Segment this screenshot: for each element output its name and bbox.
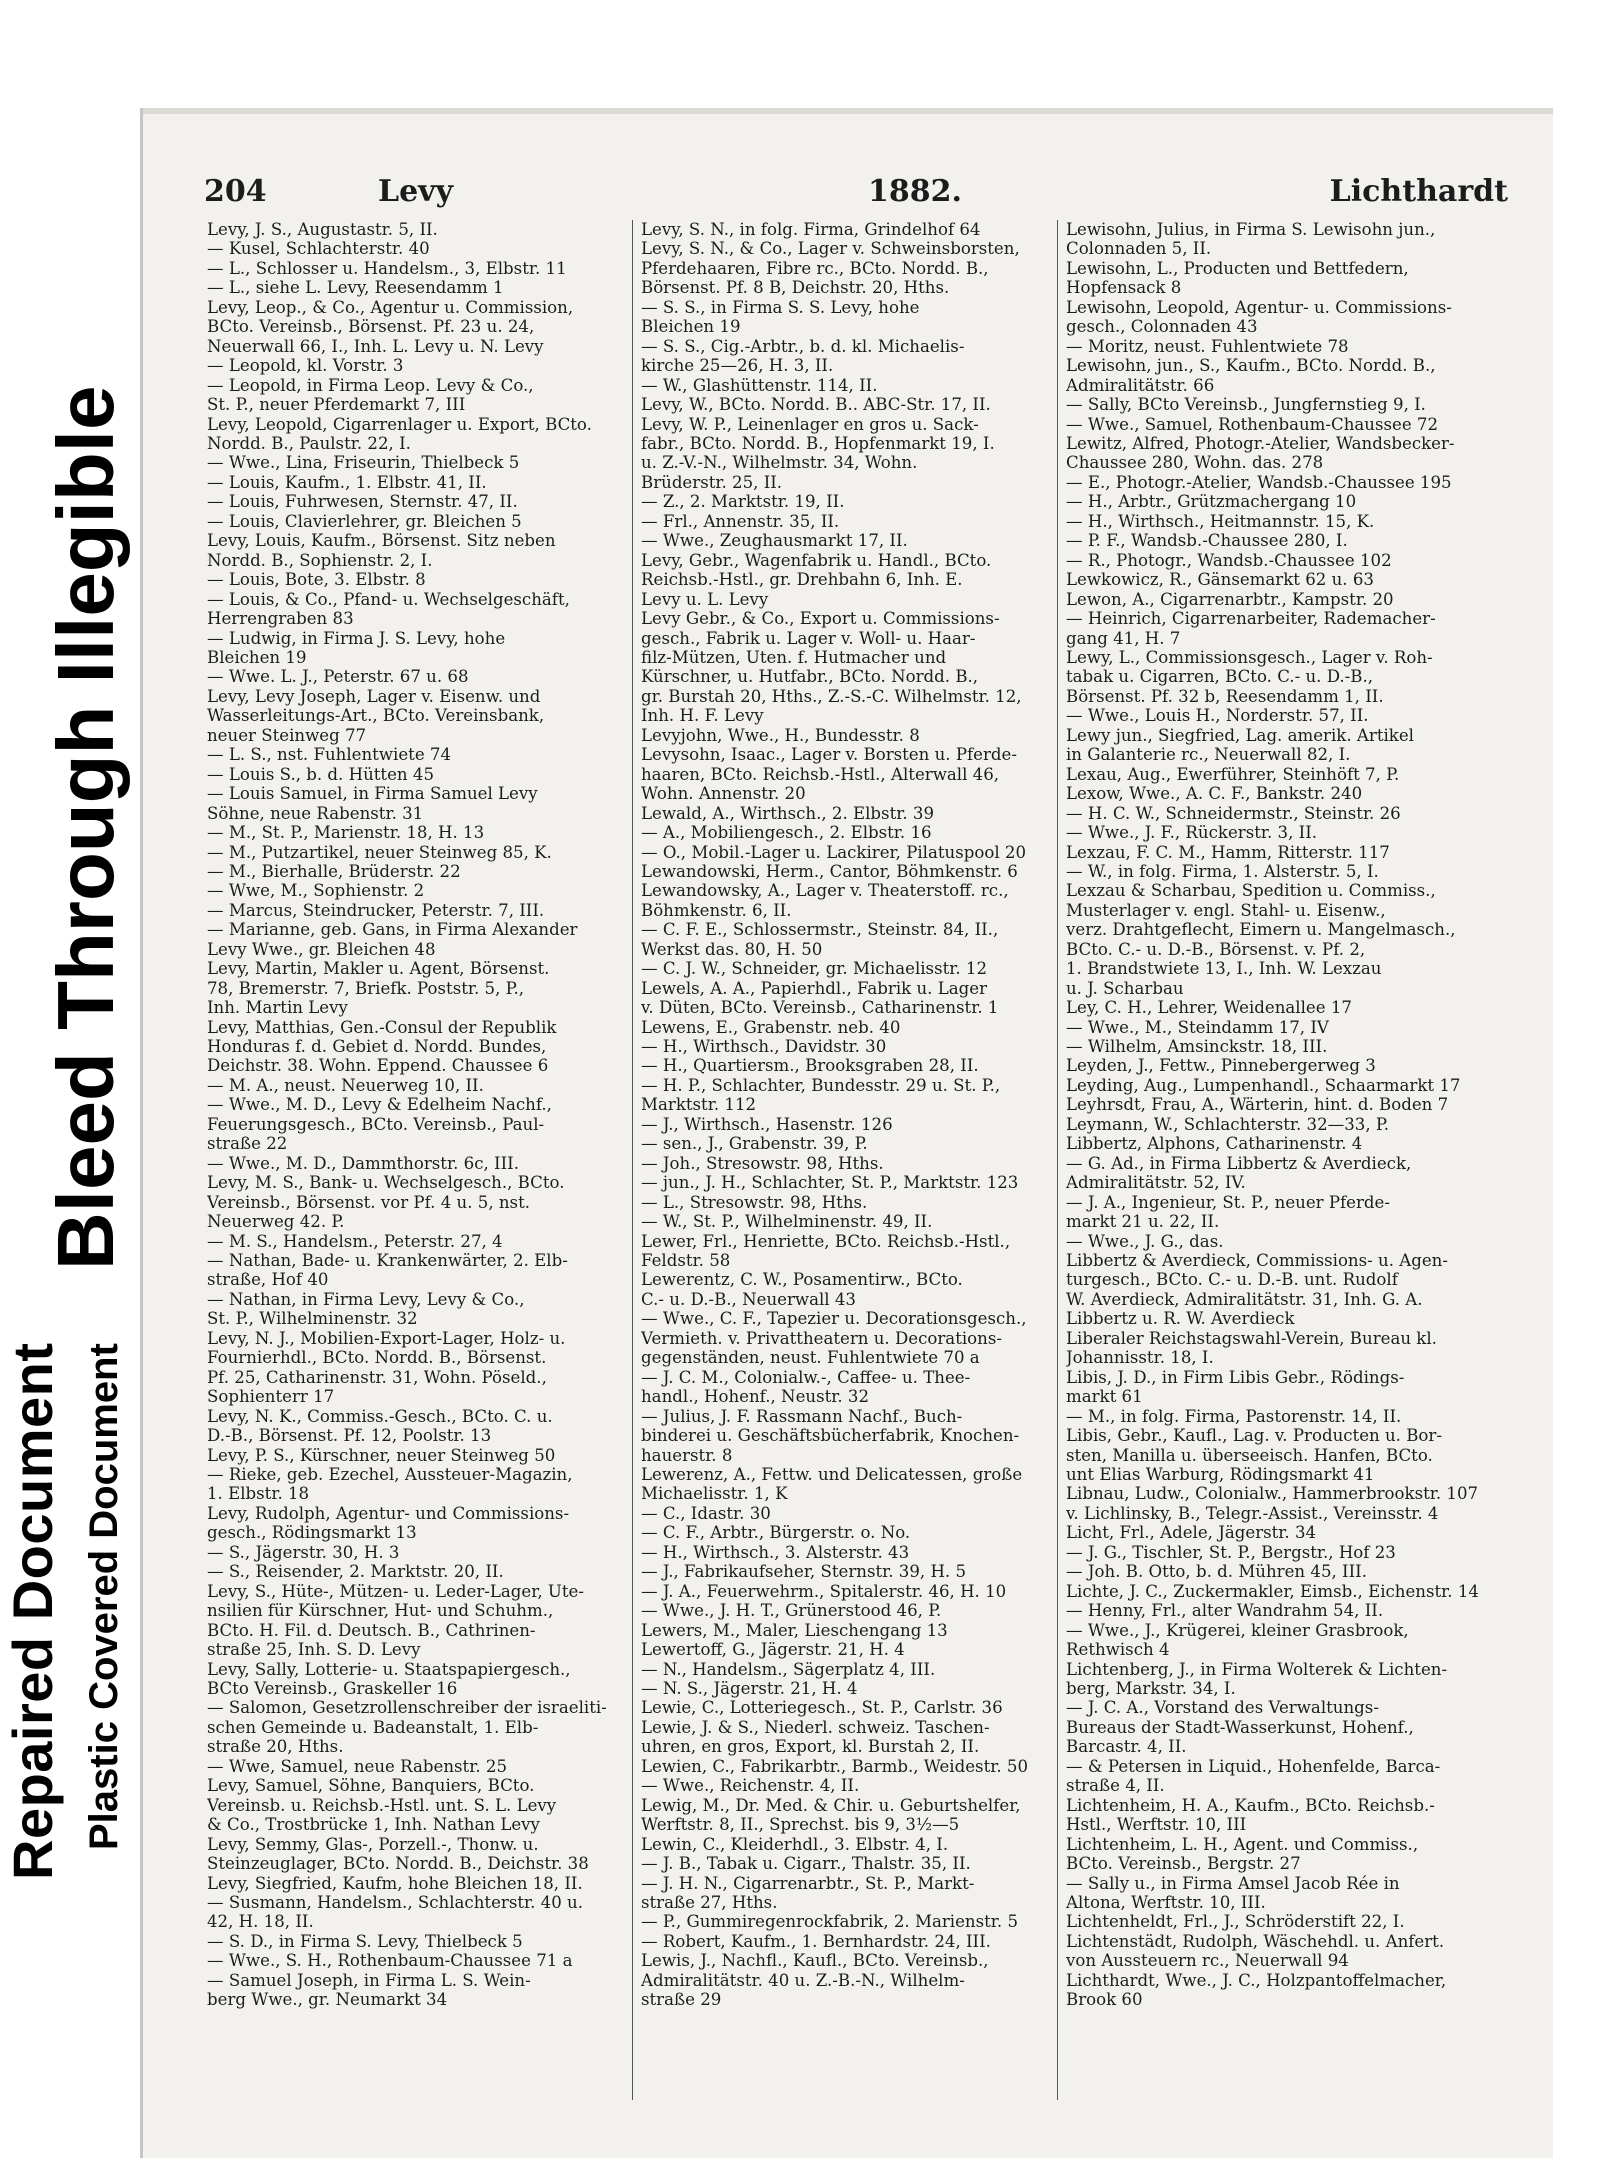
directory-entry-line: — S. S., Cig.-Arbtr., b. d. kl. Michaelis- (641, 336, 965, 356)
directory-entry-line: Liberaler Reichstagswahl-Verein, Bureau kl. (1066, 1328, 1437, 1348)
directory-entry-line: — Frl., Annenstr. 35, II. (641, 511, 840, 531)
directory-entry-line: Ley, C. H., Lehrer, Weidenallee 17 (1066, 998, 1352, 1018)
directory-entry-line: uhren, en gros, Export, kl. Burstah 2, II. (641, 1737, 980, 1757)
directory-entry-line: — Wwe., M. D., Levy & Edelheim Nachf., (207, 1095, 552, 1115)
directory-entry-line: — Wwe., Zeughausmarkt 17, II. (641, 531, 908, 551)
directory-entry-line: — Sally, BCto Vereinsb., Jungfernstieg 9, I. (1066, 395, 1426, 415)
directory-entry-line: — Wwe., Samuel, Rothenbaum-Chaussee 72 (1066, 414, 1439, 434)
directory-entry-line: — Marianne, geb. Gans, in Firma Alexander (207, 920, 578, 940)
directory-entry-line: markt 21 u. 22, II. (1066, 1212, 1220, 1232)
header-year: 1882. (868, 174, 962, 209)
directory-entry-line: markt 61 (1066, 1387, 1143, 1407)
directory-entry-line: — Marcus, Steindrucker, Peterstr. 7, III. (207, 900, 545, 920)
directory-entry-line: gr. Burstah 20, Hths., Z.-S.-C. Wilhelmstr. 12, (641, 686, 1022, 706)
directory-entry-line: Musterlager v. engl. Stahl- u. Eisenw., (1066, 900, 1386, 920)
directory-entry-line: — A., Mobiliengesch., 2. Elbstr. 16 (641, 823, 932, 843)
directory-entry-line: Inh. Martin Levy (207, 998, 348, 1018)
directory-entry-line: Lewis, J., Nachfl., Kaufl., BCto. Vereinsb., (641, 1951, 989, 1971)
directory-entry-line: filz-Mützen, Uten. f. Hutmacher und (641, 647, 947, 667)
directory-entry-line: Lewien, C., Fabrikarbtr., Barmb., Weidestr. 50 (641, 1756, 1029, 1776)
directory-entry-line: — C. J. W., Schneider, gr. Michaelisstr. 12 (641, 959, 988, 979)
directory-entry-line: Bureaus der Stadt-Wasserkunst, Hohenf., (1066, 1717, 1414, 1737)
directory-entry-line: Lewels, A. A., Papierhdl., Fabrik u. Lager (641, 978, 988, 998)
directory-entry-line: — M., St. P., Marienstr. 18, H. 13 (207, 823, 485, 843)
directory-entry-line: Werftstr. 8, II., Sprechst. bis 9, 3½—5 (641, 1815, 960, 1835)
directory-entry-line: — L., siehe L. Levy, Reesendamm 1 (207, 278, 504, 298)
directory-entry-line: Lewerentz, C. W., Posamentirw., BCto. (641, 1270, 963, 1290)
directory-entry-line: — L., Schlosser u. Handelsm., 3, Elbstr. 11 (207, 258, 567, 278)
directory-entry-line: — L., Stresowstr. 98, Hths. (641, 1192, 868, 1212)
directory-entry-line: — Wwe., J. H. T., Grünerstood 46, P. (641, 1601, 942, 1621)
directory-entry-line: — Joh., Stresowstr. 98, Hths. (641, 1153, 884, 1173)
directory-entry-line: Wohn. Annenstr. 20 (641, 784, 806, 804)
directory-entry-line: — W., St. P., Wilhelminenstr. 49, II. (641, 1212, 933, 1232)
directory-entry-line: — Louis Samuel, in Firma Samuel Levy (207, 784, 538, 804)
directory-entry-line: Pferdehaaren, Fibre rc., BCto. Nordd. B., (641, 258, 989, 278)
directory-entry-line: Leyding, Aug., Lumpenhandl., Schaarmarkt 17 (1066, 1075, 1461, 1095)
directory-entry-line: Brook 60 (1066, 1990, 1143, 2010)
directory-entry-line: Michaelisstr. 1, K (641, 1484, 788, 1504)
directory-entry-line: — J. C. M., Colonialw.-, Caffee- u. Thee- (641, 1367, 971, 1387)
directory-entry-line: Levy, N. K., Commiss.-Gesch., BCto. C. u. (207, 1406, 553, 1426)
directory-entry-line: BCto. H. Fil. d. Deutsch. B., Cathrinen- (207, 1620, 536, 1640)
directory-entry-line: — C., Idastr. 30 (641, 1503, 771, 1523)
directory-entry-line: handl., Hohenf., Neustr. 32 (641, 1387, 870, 1407)
directory-entry-line: Levy, W. P., Leinenlager en gros u. Sack- (641, 414, 979, 434)
directory-entry-line: Admiralitätstr. 66 (1066, 375, 1215, 395)
directory-entry-line: straße, Hof 40 (207, 1270, 329, 1290)
directory-entry-line: — Nathan, Bade- u. Krankenwärter, 2. Elb- (207, 1251, 568, 1271)
directory-entry-line: straße 27, Hths. (641, 1892, 778, 1912)
directory-entry-line: — Wwe., Lina, Friseurin, Thielbeck 5 (207, 453, 520, 473)
directory-entry-line: Admiralitätstr. 52, IV. (1066, 1173, 1246, 1193)
directory-entry-line: — H., Wirthsch., Heitmannstr. 15, K. (1066, 511, 1375, 531)
directory-entry-line: Lexzau & Scharbau, Spedition u. Commiss., (1066, 881, 1436, 901)
directory-entry-line: Nordd. B., Sophienstr. 2, I. (207, 550, 433, 570)
directory-entry-line: in Galanterie rc., Neuerwall 82, I. (1066, 745, 1351, 765)
directory-entry-line: Lexow, Wwe., A. C. F., Bankstr. 240 (1066, 784, 1363, 804)
directory-entry-line: Neuerwall 66, I., Inh. L. Levy u. N. Levy (207, 336, 544, 356)
directory-entry-line: 1. Elbstr. 18 (207, 1484, 310, 1504)
directory-entry-line: & Co., Trostbrücke 1, Inh. Nathan Levy (207, 1815, 540, 1835)
directory-entry-line: Lewkowicz, R., Gänsemarkt 62 u. 63 (1066, 570, 1374, 590)
directory-entry-line: — H., Wirthsch., 3. Alsterstr. 43 (641, 1542, 910, 1562)
directory-entry-line: — Wwe., J. G., das. (1066, 1231, 1224, 1251)
directory-entry-line: sten, Manilla u. überseeisch. Hanfen, BCto. (1066, 1445, 1433, 1465)
directory-entry-line: schen Gemeinde u. Badeanstalt, 1. Elb- (207, 1717, 539, 1737)
directory-entry-line: — P. F., Wandsb.-Chaussee 280, I. (1066, 531, 1348, 551)
directory-entry-line: — M. S., Handelsm., Peterstr. 27, 4 (207, 1231, 503, 1251)
directory-entry-line: Libis, J. D., in Firm Libis Gebr., Rödings- (1066, 1367, 1405, 1387)
directory-entry-line: Libis, Gebr., Kaufl., Lag. v. Producten u. Bor- (1066, 1426, 1442, 1446)
directory-entry-line: Wasserleitungs-Art., BCto. Vereinsbank, (207, 706, 545, 726)
directory-entry-line: — Wwe., C. F., Tapezier u. Decorationsgesch., (641, 1309, 1027, 1329)
directory-entry-line: — O., Mobil.-Lager u. Lackirer, Pilatuspool 20 (641, 842, 1027, 862)
directory-entry-line: Levy, S., Hüte-, Mützen- u. Leder-Lager, Ute- (207, 1581, 584, 1601)
directory-entry-line: Levy, Siegfried, Kaufm, hohe Bleichen 18, II. (207, 1873, 583, 1893)
directory-entry-line: Leyhrsdt, Frau, A., Wärterin, hint. d. Boden 7 (1066, 1095, 1449, 1115)
directory-entry-line: Levy u. L. Levy (641, 589, 769, 609)
directory-entry-line: — H. C. W., Schneidermstr., Steinstr. 26 (1066, 803, 1401, 823)
directory-entry-line: — Nathan, in Firma Levy, Levy & Co., (207, 1289, 525, 1309)
directory-entry-line: Lewy jun., Siegfried, Lag. amerik. Artikel (1066, 725, 1414, 745)
directory-entry-line: Honduras f. d. Gebiet d. Nordd. Bundes, (207, 1037, 547, 1057)
directory-entry-line: Lewens, E., Grabenstr. neb. 40 (641, 1017, 901, 1037)
plastic-covered-label: Plastic Covered Document (82, 1343, 126, 1850)
directory-entry-line: Libbertz & Averdieck, Commissions- u. Agen- (1066, 1251, 1448, 1271)
directory-entry-line: Lichtenberg, J., in Firma Wolterek & Lichten- (1066, 1659, 1448, 1679)
directory-entry-line: Lewers, M., Maler, Lieschengang 13 (641, 1620, 948, 1640)
directory-entry-line: — Ludwig, in Firma J. S. Levy, hohe (207, 628, 506, 648)
directory-entry-line: 1. Brandstwiete 13, I., Inh. W. Lexzau (1066, 959, 1382, 979)
directory-entry-line: Lewisohn, jun., S., Kaufm., BCto. Nordd. B., (1066, 356, 1436, 376)
directory-entry-line: — H. P., Schlachter, Bundesstr. 29 u. St. P., (641, 1075, 1001, 1095)
directory-entry-line: Levy, Samuel, Söhne, Banquiers, BCto. (207, 1776, 535, 1796)
directory-entry-line: Fournierhdl., BCto. Nordd. B., Börsenst. (207, 1348, 547, 1368)
directory-entry-line: — Louis, Kaufm., 1. Elbstr. 41, II. (207, 472, 487, 492)
directory-entry-line: Levy, S. N., & Co., Lager v. Schweinsborsten, (641, 239, 1020, 259)
directory-entry-line: Altona, Werftstr. 10, III. (1066, 1892, 1266, 1912)
directory-entry-line: Levy, W., BCto. Nordd. B.. ABC-Str. 17, II. (641, 395, 991, 415)
directory-entry-line: — Wwe., J., Krügerei, kleiner Grasbrook, (1066, 1620, 1409, 1640)
directory-entry-line: — Louis, & Co., Pfand- u. Wechselgeschäft, (207, 589, 570, 609)
directory-entry-line: — Louis, Clavierlehrer, gr. Bleichen 5 (207, 511, 522, 531)
directory-entry-line: neuer Steinweg 77 (207, 725, 367, 745)
directory-entry-line: St. P., Wilhelminenstr. 32 (207, 1309, 418, 1329)
directory-entry-line: — H., Arbtr., Grützmachergang 10 (1066, 492, 1357, 512)
directory-entry-line: u. Z.-V.-N., Wilhelmstr. 34, Wohn. (641, 453, 918, 473)
directory-entry-line: — Leopold, kl. Vorstr. 3 (207, 356, 404, 376)
directory-entry-line: straße 22 (207, 1134, 288, 1154)
directory-entry-line: — J. A., Ingenieur, St. P., neuer Pferde- (1066, 1192, 1390, 1212)
directory-entry-line: — jun., J. H., Schlachter, St. P., Marktstr. 123 (641, 1173, 1019, 1193)
directory-entry-line: Barcastr. 4, II. (1066, 1737, 1187, 1757)
directory-entry-line: Levy, J. S., Augustastr. 5, II. (207, 220, 438, 239)
directory-entry-line: Levy, P. S., Kürschner, neuer Steinweg 50 (207, 1445, 556, 1465)
directory-entry-line: — Wwe., Louis H., Norderstr. 57, II. (1066, 706, 1369, 726)
directory-entry-line: Levyjohn, Wwe., H., Bundesstr. 8 (641, 725, 920, 745)
directory-entry-line: Lewisohn, Leopold, Agentur- u. Commissions- (1066, 297, 1452, 317)
directory-entry-line: — Sally u., in Firma Amsel Jacob Rée in (1066, 1873, 1400, 1893)
directory-entry-line: — S. S., in Firma S. S. Levy, hohe (641, 297, 920, 317)
directory-entry-line: verz. Drahtgeflecht, Eimern u. Mangelmasch., (1066, 920, 1456, 940)
directory-entry-line: — Wwe., M. D., Dammthorstr. 6c, III. (207, 1153, 519, 1173)
directory-entry-line: Lewig, M., Dr. Med. & Chir. u. Geburtshelfer, (641, 1795, 1021, 1815)
directory-entry-line: turgesch., BCto. C.- u. D.-B. unt. Rudolf (1066, 1270, 1398, 1290)
directory-entry-line: BCto Vereinsb., Graskeller 16 (207, 1678, 458, 1698)
directory-entry-line: Levy Wwe., gr. Bleichen 48 (207, 939, 436, 959)
directory-entry-line: Feldstr. 58 (641, 1251, 731, 1271)
directory-entry-line: Lichtenheim, H. A., Kaufm., BCto. Reichsb.- (1066, 1795, 1435, 1815)
directory-entry-line: tabak u. Cigarren, BCto. C.- u. D.-B., (1066, 667, 1374, 687)
directory-entry-line: — N. S., Jägerstr. 21, H. 4 (641, 1678, 858, 1698)
directory-entry-line: straße 20, Hths. (207, 1737, 344, 1757)
directory-entry-line: 78, Bremerstr. 7, Briefk. Poststr. 5, P., (207, 978, 525, 998)
directory-entry-line: Lewy, L., Commissionsgesch., Lager v. Roh- (1066, 647, 1433, 667)
directory-entry-line: Börsenst. Pf. 32 b, Reesendamm 1, II. (1066, 686, 1384, 706)
directory-entry-line: Levy, Levy Joseph, Lager v. Eisenw. und (207, 686, 541, 706)
directory-entry-line: berg Wwe., gr. Neumarkt 34 (207, 1990, 448, 2010)
page-header (198, 174, 1508, 220)
directory-entry-line: Levysohn, Isaac., Lager v. Borsten u. Pferde- (641, 745, 1017, 765)
directory-entry-line: Lewald, A., Wirthsch., 2. Elbstr. 39 (641, 803, 935, 823)
directory-entry-line: Levy, Martin, Makler u. Agent, Börsenst. (207, 959, 550, 979)
directory-entry-line: — W., in folg. Firma, 1. Alsterstr. 5, I. (1066, 861, 1379, 881)
directory-entry-line: — Leopold, in Firma Leop. Levy & Co., (207, 375, 534, 395)
directory-entry-line: Levy, N. J., Mobilien-Export-Lager, Holz- u. (207, 1328, 566, 1348)
directory-entry-line: Levy, Louis, Kaufm., Börsenst. Sitz neben (207, 531, 556, 551)
directory-entry-line: Levy, Matthias, Gen.-Consul der Republik (207, 1017, 557, 1037)
directory-entry-line: Levy, Leop., & Co., Agentur u. Commission, (207, 297, 574, 317)
directory-entry-line: Admiralitätstr. 40 u. Z.-B.-N., Wilhelm- (641, 1970, 965, 1990)
directory-entry-line: Johannisstr. 18, I. (1066, 1348, 1214, 1368)
directory-entry-line: fabr., BCto. Nordd. B., Hopfenmarkt 19, I. (641, 433, 995, 453)
directory-entry-line: straße 25, Inh. S. D. Levy (207, 1640, 421, 1660)
directory-entry-line: — J., Wirthsch., Hasenstr. 126 (641, 1114, 893, 1134)
directory-entry-line: — H., Quartiersm., Brooksgraben 28, II. (641, 1056, 979, 1076)
directory-entry-line: Vermieth. v. Privattheatern u. Decorations- (641, 1328, 1002, 1348)
directory-entry-line: BCto. Vereinsb., Börsenst. Pf. 23 u. 24, (207, 317, 535, 337)
directory-entry-line: Hstl., Werftstr. 10, III (1066, 1815, 1247, 1835)
directory-entry-line: Lichtenheldt, Frl., J., Schröderstift 22, I. (1066, 1912, 1405, 1932)
directory-entry-line: — Z., 2. Marktstr. 19, II. (641, 492, 845, 512)
directory-entry-line: — S., Reisender, 2. Marktstr. 20, II. (207, 1562, 504, 1582)
directory-entry-line: — P., Gummiregenrockfabrik, 2. Marienstr. 5 (641, 1912, 1019, 1932)
directory-entry-line: Levy, Leopold, Cigarrenlager u. Export, BCto. (207, 414, 592, 434)
directory-entry-line: Kürschner, u. Hutfabr., BCto. Nordd. B., (641, 667, 979, 687)
directory-entry-line: — sen., J., Grabenstr. 39, P. (641, 1134, 868, 1154)
directory-entry-line: Hopfensack 8 (1066, 278, 1182, 298)
directory-entry-line: Lexzau, F. C. M., Hamm, Ritterstr. 117 (1066, 842, 1390, 862)
directory-entry-line: — Louis, Fuhrwesen, Sternstr. 47, II. (207, 492, 518, 512)
directory-entry-line: — M., Bierhalle, Brüderstr. 22 (207, 861, 461, 881)
directory-entry-line: Levy, Gebr., Wagenfabrik u. Handl., BCto. (641, 550, 992, 570)
directory-entry-line: — Louis, Bote, 3. Elbstr. 8 (207, 570, 426, 590)
directory-entry-line: — J. A., Feuerwehrm., Spitalerstr. 46, H. 10 (641, 1581, 1007, 1601)
directory-entry-line: Werkst das. 80, H. 50 (641, 939, 823, 959)
directory-entry-line: — Joh. B. Otto, b. d. Mühren 45, III. (1066, 1562, 1367, 1582)
directory-entry-line: gesch., Fabrik u. Lager v. Woll- u. Haar- (641, 628, 976, 648)
directory-entry-line: — M. A., neust. Neuerweg 10, II. (207, 1075, 484, 1095)
directory-entry-line: Lewer, Frl., Henriette, BCto. Reichsb.-Hstl., (641, 1231, 1011, 1251)
directory-entry-line: — J., Fabrikaufseher, Sternstr. 39, H. 5 (641, 1562, 967, 1582)
directory-entry-line: Lewisohn, L., Producten und Bettfedern, (1066, 258, 1409, 278)
directory-entry-line: — R., Photogr., Wandsb.-Chaussee 102 (1066, 550, 1392, 570)
directory-column-1 (207, 220, 617, 2100)
directory-entry-line: — L. S., nst. Fuhlentwiete 74 (207, 745, 452, 765)
directory-entry-line: Herrengraben 83 (207, 609, 354, 629)
directory-entry-line: Reichsb.-Hstl., gr. Drehbahn 6, Inh. E. (641, 570, 963, 590)
directory-entry-line: Levy, S. N., in folg. Firma, Grindelhof 64 (641, 220, 981, 239)
directory-entry-line: — Moritz, neust. Fuhlentwiete 78 (1066, 336, 1349, 356)
directory-entry-line: Lewertoff, G., Jägerstr. 21, H. 4 (641, 1640, 905, 1660)
directory-entry-line: — S., Jägerstr. 30, H. 3 (207, 1542, 400, 1562)
directory-column-3 (1057, 220, 1486, 2100)
directory-entry-line: Lichtenheim, L. H., Agent. und Commiss., (1066, 1834, 1419, 1854)
directory-entry-line: 42, H. 18, II. (207, 1912, 314, 1932)
directory-entry-line: Levy, M. S., Bank- u. Wechselgesch., BCto. (207, 1173, 565, 1193)
directory-entry-line: — Rieke, geb. Ezechel, Aussteuer-Magazin, (207, 1465, 573, 1484)
header-left-word: Levy (378, 174, 454, 209)
directory-entry-line: Feuerungsgesch., BCto. Vereinsb., Paul- (207, 1114, 545, 1134)
directory-entry-line: Bleichen 19 (207, 647, 307, 667)
directory-entry-line: unt Elias Warburg, Rödingsmarkt 41 (1066, 1465, 1375, 1484)
directory-entry-line: Libbertz, Alphons, Catharinenstr. 4 (1066, 1134, 1363, 1154)
directory-entry-line: Nordd. B., Paulstr. 22, I. (207, 433, 411, 453)
directory-column-2 (632, 220, 1051, 2100)
directory-entry-line: Libbertz u. R. W. Averdieck (1066, 1309, 1295, 1329)
directory-entry-line: Böhmkenstr. 6, II. (641, 900, 792, 920)
directory-entry-line: — J. H. N., Cigarrenarbtr., St. P., Markt- (641, 1873, 975, 1893)
directory-entry-line: straße 29 (641, 1990, 722, 2010)
directory-entry-line: Lewerenz, A., Fettw. und Delicatessen, große (641, 1465, 1023, 1484)
directory-entry-line: — W., Glashüttenstr. 114, II. (641, 375, 878, 395)
directory-entry-line: Neuerweg 42. P. (207, 1212, 345, 1232)
directory-entry-line: Lewie, C., Lotteriegesch., St. P., Carlstr. 36 (641, 1698, 1003, 1718)
directory-entry-line: v. Lichlinsky, B., Telegr.-Assist., Vereinsstr. 4 (1066, 1503, 1439, 1523)
directory-entry-line: Söhne, neue Rabenstr. 31 (207, 803, 424, 823)
directory-entry-line: — Salomon, Gesetzrollenschreiber der israeliti- (207, 1698, 607, 1718)
directory-entry-line: Levy, Sally, Lotterie- u. Staatspapiergesch., (207, 1659, 571, 1679)
directory-entry-line: Chaussee 280, Wohn. das. 278 (1066, 453, 1324, 473)
directory-entry-line: D.-B., Börsenst. Pf. 12, Poolstr. 13 (207, 1426, 492, 1446)
directory-entry-line: Lichtenstädt, Rudolph, Wäschehdl. u. Anfert. (1066, 1931, 1445, 1951)
directory-entry-line: — Louis S., b. d. Hütten 45 (207, 764, 434, 784)
directory-entry-line: gesch., Colonnaden 43 (1066, 317, 1258, 337)
directory-entry-line: Levy, Semmy, Glas-, Porzell.-, Thonw. u. (207, 1834, 539, 1854)
directory-entry-line: kirche 25—26, H. 3, II. (641, 356, 834, 376)
directory-entry-line: Marktstr. 112 (641, 1095, 757, 1115)
directory-entry-line: Sophienterr 17 (207, 1387, 335, 1407)
directory-entry-line: — M., Putzartikel, neuer Steinweg 85, K. (207, 842, 552, 862)
directory-entry-line: W. Averdieck, Admiralitätstr. 31, Inh. G. A. (1066, 1289, 1423, 1309)
directory-entry-line: BCto. C.- u. D.-B., Börsenst. v. Pf. 2, (1066, 939, 1366, 959)
directory-entry-line: Steinzeuglager, BCto. Nordd. B., Deichstr. 38 (207, 1854, 589, 1874)
directory-entry-line: Vereinsb., Börsenst. vor Pf. 4 u. 5, nst. (207, 1192, 531, 1212)
directory-entry-line: haaren, BCto. Reichsb.-Hstl., Alterwall 46, (641, 764, 1000, 784)
directory-entry-line: gesch., Rödingsmarkt 13 (207, 1523, 417, 1543)
directory-entry-line: Rethwisch 4 (1066, 1640, 1170, 1660)
directory-entry-line: v. Düten, BCto. Vereinsb., Catharinenstr. 1 (641, 998, 999, 1018)
directory-entry-line: Bleichen 19 (641, 317, 741, 337)
directory-entry-line: — Kusel, Schlachterstr. 40 (207, 239, 430, 259)
directory-entry-line: — N., Handelsm., Sägerplatz 4, III. (641, 1659, 936, 1679)
directory-entry-line: — Wwe, M., Sophienstr. 2 (207, 881, 425, 901)
directory-entry-line: u. J. Scharbau (1066, 978, 1184, 998)
directory-entry-line: — Wwe. L. J., Peterstr. 67 u. 68 (207, 667, 469, 687)
directory-entry-line: — S. D., in Firma S. Levy, Thielbeck 5 (207, 1931, 523, 1951)
directory-entry-line: Lewandowsky, A., Lager v. Theaterstoff. rc., (641, 881, 1009, 901)
directory-entry-line: Inh. H. F. Levy (641, 706, 764, 726)
directory-entry-line: — M., in folg. Firma, Pastorenstr. 14, II. (1066, 1406, 1402, 1426)
directory-entry-line: St. P., neuer Pferdemarkt 7, III (207, 395, 466, 415)
directory-entry-line: — J. B., Tabak u. Cigarr., Thalstr. 35, II. (641, 1854, 971, 1874)
directory-entry-line: — C. F. E., Schlossermstr., Steinstr. 84, II., (641, 920, 999, 940)
directory-entry-line: von Aussteuern rc., Neuerwall 94 (1066, 1951, 1349, 1971)
directory-entry-line: — J. C. A., Vorstand des Verwaltungs- (1066, 1698, 1379, 1718)
directory-page (140, 108, 1553, 2158)
directory-entry-line: — & Petersen in Liquid., Hohenfelde, Barca- (1066, 1756, 1441, 1776)
directory-entry-line: Lichthardt, Wwe., J. C., Holzpantoffelmacher, (1066, 1970, 1447, 1990)
directory-entry-line: Levy Gebr., & Co., Export u. Commissions- (641, 609, 1000, 629)
directory-entry-line: hauerstr. 8 (641, 1445, 733, 1465)
directory-entry-line: — Wwe, Samuel, neue Rabenstr. 25 (207, 1756, 507, 1776)
directory-entry-line: — Wwe., S. H., Rothenbaum-Chaussee 71 a (207, 1951, 573, 1971)
directory-entry-line: Lexau, Aug., Ewerführer, Steinhöft 7, P. (1066, 764, 1400, 784)
directory-entry-line: C.- u. D.-B., Neuerwall 43 (641, 1289, 856, 1309)
directory-entry-line: — Wwe., Reichenstr. 4, II. (641, 1776, 860, 1796)
directory-entry-line: Lewin, C., Kleiderhdl., 3. Elbstr. 4, I. (641, 1834, 949, 1854)
directory-entry-line: Colonnaden 5, II. (1066, 239, 1212, 259)
repaired-document-label: Repaired Document (1, 1342, 64, 1880)
directory-entry-line: — Wilhelm, Amsinckstr. 18, III. (1066, 1037, 1328, 1057)
directory-entry-line: Lewisohn, Julius, in Firma S. Lewisohn jun., (1066, 220, 1436, 239)
directory-entry-line: Lewie, J. & S., Niederl. schweiz. Taschen- (641, 1717, 990, 1737)
directory-entry-line: binderei u. Geschäftsbücherfabrik, Knochen- (641, 1426, 1020, 1446)
directory-entry-line: — Wwe., M., Steindamm 17, IV (1066, 1017, 1329, 1037)
directory-entry-line: — Julius, J. F. Rassmann Nachf., Buch- (641, 1406, 963, 1426)
page-number: 204 (204, 174, 267, 209)
directory-entry-line: — J. G., Tischler, St. P., Bergstr., Hof 23 (1066, 1542, 1396, 1562)
directory-entry-line: — Wwe., J. F., Rückerstr. 3, II. (1066, 823, 1318, 843)
directory-entry-line: Licht, Frl., Adele, Jägerstr. 34 (1066, 1523, 1317, 1543)
directory-entry-line: gegenständen, neust. Fuhlentwiete 70 a (641, 1348, 980, 1368)
directory-entry-line: Levy, Rudolph, Agentur- und Commissions- (207, 1503, 570, 1523)
bleed-through-illegible-label: Bleed Through Illegible (41, 385, 130, 1270)
directory-entry-line: Vereinsb. u. Reichsb.-Hstl. unt. S. L. Levy (207, 1795, 557, 1815)
directory-entry-line: Lewon, A., Cigarrenarbtr., Kampstr. 20 (1066, 589, 1394, 609)
directory-entry-line: — Susmann, Handelsm., Schlachterstr. 40 u. (207, 1892, 584, 1912)
directory-entry-line: Brüderstr. 25, II. (641, 472, 783, 492)
directory-entry-line: straße 4, II. (1066, 1776, 1165, 1796)
directory-entry-line: Libnau, Ludw., Colonialw., Hammerbrookstr. 107 (1066, 1484, 1479, 1504)
directory-entry-line: Lewandowski, Herm., Cantor, Böhmkenstr. 6 (641, 861, 1018, 881)
directory-entry-line: Lewitz, Alfred, Photogr.-Atelier, Wandsbecker- (1066, 433, 1455, 453)
directory-entry-line: berg, Markstr. 34, I. (1066, 1678, 1236, 1698)
directory-entry-line: — Samuel Joseph, in Firma L. S. Wein- (207, 1970, 531, 1990)
directory-entry-line: Pf. 25, Catharinenstr. 31, Wohn. Pöseld., (207, 1367, 547, 1387)
directory-entry-line: — E., Photogr.-Atelier, Wandsb.-Chaussee 195 (1066, 472, 1452, 492)
directory-entry-line: Leymann, W., Schlachterstr. 32—33, P. (1066, 1114, 1389, 1134)
directory-entry-line: Börsenst. Pf. 8 B, Deichstr. 20, Hths. (641, 278, 950, 298)
directory-entry-line: — H., Wirthsch., Davidstr. 30 (641, 1037, 887, 1057)
directory-entry-line: Lichte, J. C., Zuckermakler, Eimsb., Eichenstr. 14 (1066, 1581, 1479, 1601)
directory-entry-line: gang 41, H. 7 (1066, 628, 1181, 648)
directory-entry-line: — G. Ad., in Firma Libbertz & Averdieck, (1066, 1153, 1412, 1173)
directory-entry-line: — Robert, Kaufm., 1. Bernhardstr. 24, III. (641, 1931, 991, 1951)
directory-entry-line: — Henny, Frl., alter Wandrahm 54, II. (1066, 1601, 1384, 1621)
header-right-word: Lichthardt (1329, 174, 1508, 209)
directory-entry-line: Deichstr. 38. Wohn. Eppend. Chaussee 6 (207, 1056, 549, 1076)
directory-entry-line: Leyden, J., Fettw., Pinnebergerweg 3 (1066, 1056, 1376, 1076)
directory-entry-line: — C. F., Arbtr., Bürgerstr. o. No. (641, 1523, 911, 1543)
directory-entry-line: nsilien für Kürschner, Hut- und Schuhm., (207, 1601, 554, 1621)
directory-entry-line: BCto. Vereinsb., Bergstr. 27 (1066, 1854, 1301, 1874)
directory-entry-line: — Heinrich, Cigarrenarbeiter, Rademacher- (1066, 609, 1436, 629)
